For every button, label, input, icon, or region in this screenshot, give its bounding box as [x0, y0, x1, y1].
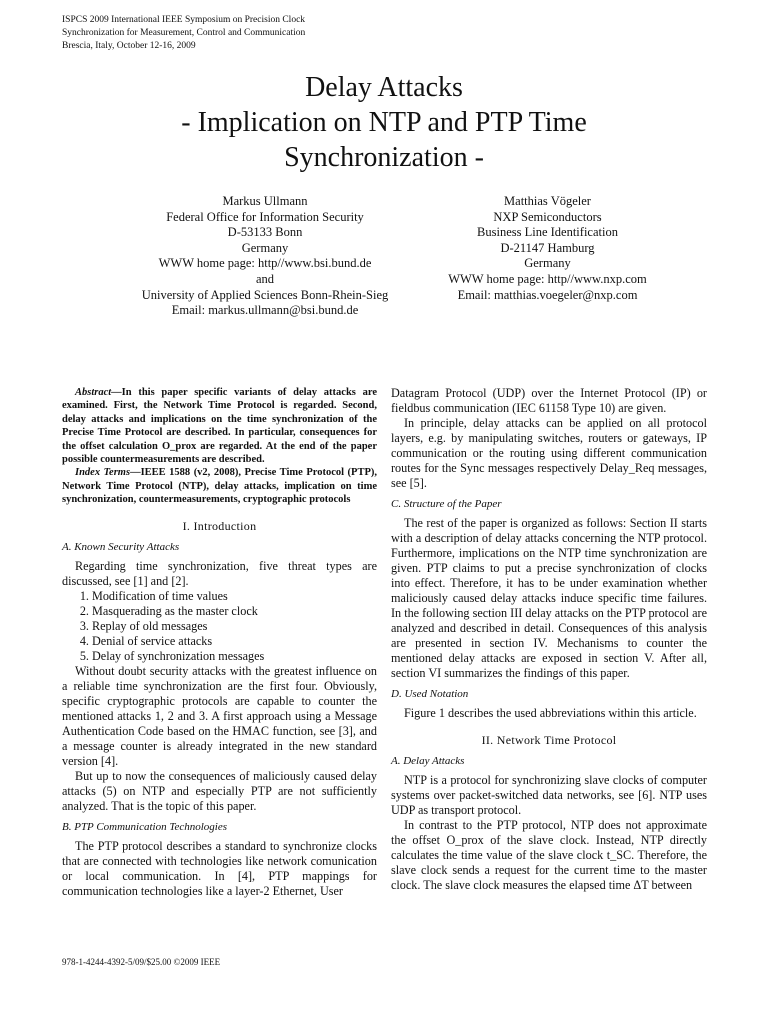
author-line: D-53133 Bonn — [227, 225, 303, 240]
conference-line: ISPCS 2009 International IEEE Symposium on Precision Clock — [62, 15, 306, 25]
title-line: Synchronization - — [284, 142, 484, 173]
abstract-text: —In this paper specific variants of delay attacks are examined. First, the Network Time Protocol is regarded. Second, delay attacks and implications on the time synchronization of the Precise Time Protocol are described. In particular, consequences for the offset calculation O_prox are regarded. At the end of the paper possible countermeasurements are described. — [62, 387, 377, 466]
conference-line: Synchronization for Measurement, Control and Communication — [62, 28, 306, 38]
section-heading: I. Introduction — [182, 518, 257, 533]
right-column — [391, 386, 707, 893]
subsection-heading: C. Structure of the Paper — [391, 498, 502, 510]
list-item: 5. Delay of synchronization messages — [92, 649, 377, 664]
left-column — [62, 386, 377, 899]
list-item: 3. Replay of old messages — [92, 619, 377, 634]
title-line: - Implication on NTP and PTP Time — [181, 107, 587, 138]
paper-title — [0, 70, 768, 175]
author-line: WWW home page: http//www.bsi.bund.de — [158, 256, 372, 271]
paragraph: Regarding time synchronization, five threat types are discussed, see [1] and [2]. — [62, 558, 377, 588]
list-item: 2. Masquerading as the master clock — [92, 604, 377, 619]
paragraph: In principle, delay attacks can be applied on all protocol layers, e.g. by manipulating switches, routers or gateways, IP communication or the routing using different communication routes for the Sync messages respectively Delay_Req messages, see [5]. — [391, 416, 707, 490]
subsection-heading: A. Delay Attacks — [391, 755, 465, 767]
list-item: 4. Denial of service attacks — [92, 634, 377, 649]
author-line: Federal Office for Information Security — [166, 209, 364, 224]
paragraph: Without doubt security attacks with the greatest influence on a reliable time synchronization are the first four. Obviously, specific cryptographic protocols are capable to counter the mentioned attacks 1, 2 and 3. A first approach using a Message Authentication Code based on the HMAC function, see [3], and a message counter is already integrated in the new standard version [4]. — [62, 663, 377, 768]
subsection-heading: A. Known Security Attacks — [62, 540, 180, 553]
footer-copyright: 978-1-4244-4392-5/09/$25.00 ©2009 IEEE — [62, 957, 221, 967]
index-terms — [62, 466, 377, 506]
author-line: Business Line Identification — [477, 225, 618, 240]
author-line: Germany — [524, 256, 571, 271]
paragraph: The rest of the paper is organized as follows: Section II starts with a description of delay attacks concerning the NTP protocol. Furthermore, implications on the NTP time synchronization are given. PTP claims to put a precise synchronization of clocks into effect. Therefore, it has to be under examination whether maliciously caused delay attacks induce specific time failures. In the following section III delay attacks on the PTP protocol are analyzed and described in detail. Consequences of this analysis are presented in section IV. Mechanisms to counter the mentioned delay attacks are exposed in section V. After all, section VI summarizes the findings of this paper. — [391, 516, 707, 680]
paragraph: Datagram Protocol (UDP) over the Internet Protocol (IP) or fieldbus communication (IEC 61158 Type 10) are given. — [391, 386, 707, 415]
author-line: Markus Ullmann — [222, 194, 308, 208]
subsection-heading: D. Used Notation — [391, 688, 469, 700]
author-line: and — [255, 271, 275, 286]
title-line: Delay Attacks — [305, 72, 463, 103]
author-line: Email: matthias.voegeler@nxp.com — [457, 287, 638, 302]
paragraph: In contrast to the PTP protocol, NTP does not approximate the offset O_prox of the slave clock. Instead, NTP directly calculates the time value of the slave clock t_SC. Therefore, the slave clock sends a request for the current time to the master clock. The slave clock measures the elapsed time ΔT between — [391, 818, 707, 892]
author-line: NXP Semiconductors — [493, 209, 602, 224]
author-line: WWW home page: http//www.nxp.com — [448, 271, 647, 286]
conference-line: Brescia, Italy, October 12-16, 2009 — [62, 41, 196, 51]
author-line: Matthias Vögeler — [504, 194, 591, 208]
list-item: 1. Modification of time values — [92, 589, 377, 604]
author-line: University of Applied Sciences Bonn-Rhein-Sieg — [141, 287, 389, 302]
subsection-heading: B. PTP Communication Technologies — [62, 820, 227, 833]
index-terms-label: Index Terms — [75, 467, 131, 479]
paragraph: NTP is a protocol for synchronizing slave clocks of computer systems over packet-switched data networks, see [6]. NTP uses UDP as transport protocol. — [391, 773, 707, 817]
threat-list — [62, 589, 377, 664]
paragraph: Figure 1 describes the used abbreviations within this article. — [404, 706, 697, 720]
author-line: Germany — [241, 240, 289, 255]
abstract — [62, 386, 377, 466]
author-line: D-21147 Hamburg — [500, 240, 595, 255]
index-terms-text: —IEEE 1588 (v2, 2008), Precise Time Protocol (PTP), Network Time Protocol (NTP), delay attacks, implication on time synchronization, countermeasurements, cryptographic protocols — [62, 467, 377, 506]
paragraph: But up to now the consequences of maliciously caused delay attacks (5) on NTP and especially PTP are not sufficiently analyzed. That is the topic of this paper. — [62, 768, 377, 813]
author-line: Email: markus.ullmann@bsi.bund.de — [171, 303, 359, 318]
author-block-2 — [380, 194, 715, 303]
abstract-label: Abstract — [75, 387, 112, 398]
conference-header — [62, 14, 305, 53]
paragraph: The PTP protocol describes a standard to synchronize clocks that are connected with technologies like network comunication or local communication. In [4], PTP mappings for communication technologies like a layer-2 Ethernet, User — [62, 838, 377, 898]
section-heading: II. Network Time Protocol — [481, 733, 617, 747]
